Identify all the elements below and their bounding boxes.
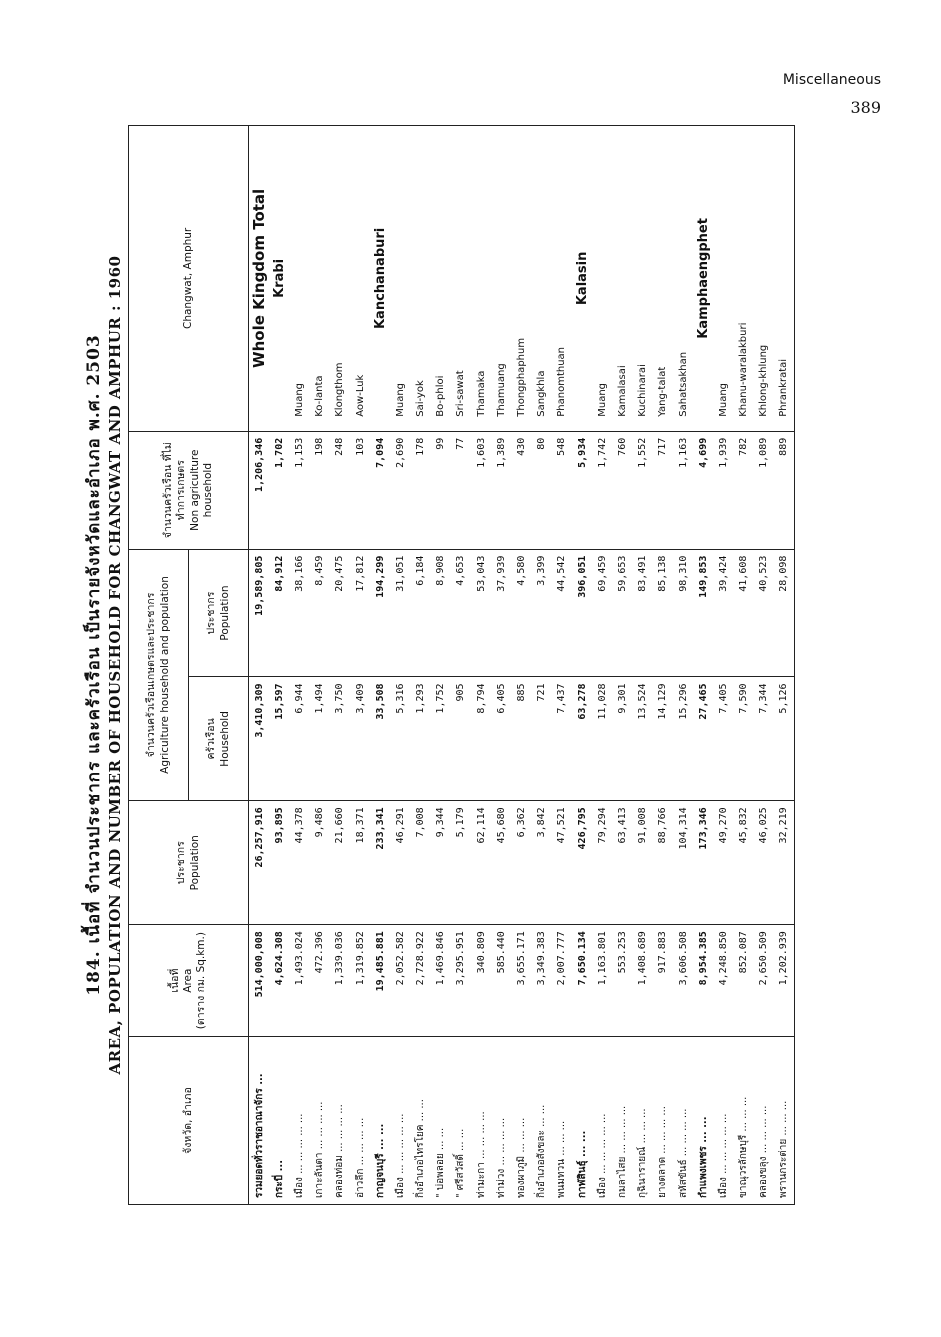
cell-th: กาฬสินธุ์ ... ... — [572, 1037, 592, 1205]
cell-th: กมลาไสย ... ... ... ... — [612, 1037, 632, 1205]
cell-pop: 46,291 — [390, 801, 410, 925]
table-row — [673, 126, 693, 1205]
cell-hh: 13,524 — [633, 677, 653, 801]
cell-apop: 84,912 — [269, 549, 289, 677]
col-header-agriculture — [129, 549, 189, 801]
cell-apop: 39,424 — [713, 549, 733, 677]
cell-en: Khanu-waralakburi — [734, 126, 754, 432]
cell-pop: 26,257,916 — [249, 801, 270, 925]
cell-pop: 104,314 — [673, 801, 693, 925]
cell-nonagri: 717 — [653, 431, 673, 549]
table-row — [572, 126, 592, 1205]
cell-hh: 3,750 — [330, 677, 350, 801]
table-row — [471, 126, 491, 1205]
cell-en: Kanchanaburi — [370, 126, 390, 432]
cell-nonagri: 1,153 — [289, 431, 309, 549]
table-row — [511, 126, 531, 1205]
cell-th: สหัสขันธ์ ... ... ... ... — [673, 1037, 693, 1205]
statistics-table — [128, 125, 795, 1205]
cell-th: เมือง ... ... ... ... ... — [390, 1037, 410, 1205]
cell-th: กุฉินารายณ์ ... ... ... — [633, 1037, 653, 1205]
cell-th: อ่าวลึก ... ... ... ... — [350, 1037, 370, 1205]
nonagri-label-thai: จำนวนครัวเรือน ที่ไม่ทำการเกษตร — [162, 442, 188, 539]
cell-nonagri: 1,603 — [471, 431, 491, 549]
cell-th: พรานกระต่าย ... ... ... — [774, 1037, 795, 1205]
cell-en: Krabi — [269, 126, 289, 432]
table-row — [370, 126, 390, 1205]
cell-th: เมือง ... ... ... ... ... — [592, 1037, 612, 1205]
cell-en: Bo-phloi — [431, 126, 451, 432]
cell-hh: 9,301 — [612, 677, 632, 801]
cell-en: Kamalasai — [612, 126, 632, 432]
cell-nonagri: 248 — [330, 431, 350, 549]
cell-pop: 49,270 — [713, 801, 733, 925]
table-row — [633, 126, 653, 1205]
cell-apop: 8,908 — [431, 549, 451, 677]
table-row — [653, 126, 673, 1205]
cell-pop: 6,362 — [511, 801, 531, 925]
cell-apop: 4,653 — [451, 549, 471, 677]
table-row — [390, 126, 410, 1205]
cell-area: 19,485.881 — [370, 925, 390, 1037]
cell-th: ท่าม่วง ... ... ... ... — [491, 1037, 511, 1205]
cell-pop: 91,008 — [633, 801, 653, 925]
table-row — [269, 126, 289, 1205]
cell-apop: 59,653 — [612, 549, 632, 677]
cell-en: Klongthom — [330, 126, 350, 432]
cell-th: คลองท่อม ... ... ... ... — [330, 1037, 350, 1205]
cell-nonagri: 889 — [774, 431, 795, 549]
col-header-household — [189, 677, 249, 801]
cell-en: Kalasin — [572, 126, 592, 432]
cell-en: Thamaka — [471, 126, 491, 432]
cell-th: เมือง ... ... ... ... ... — [289, 1037, 309, 1205]
table-row — [713, 126, 733, 1205]
cell-hh: 8,794 — [471, 677, 491, 801]
col-header-area — [129, 925, 249, 1037]
cell-nonagri: 99 — [431, 431, 451, 549]
cell-pop: 45,680 — [491, 801, 511, 925]
table-row — [491, 126, 511, 1205]
cell-en: Kuchinarai — [633, 126, 653, 432]
cell-en: Kamphaengphet — [693, 126, 713, 432]
area-label-thai: เนื้อที่ — [168, 968, 181, 993]
cell-en: Yang-talat — [653, 126, 673, 432]
cell-apop: 8,459 — [310, 549, 330, 677]
cell-apop: 396,051 — [572, 549, 592, 677]
agripop-label-thai: ประชากร — [205, 591, 218, 635]
cell-apop: 69,459 — [592, 549, 612, 677]
table-row — [612, 126, 632, 1205]
cell-apop: 37,939 — [491, 549, 511, 677]
cell-en: Phanomthuan — [552, 126, 572, 432]
cell-area: 1,319.852 — [350, 925, 370, 1037]
cell-pop: 45,832 — [734, 801, 754, 925]
table-row — [552, 126, 572, 1205]
cell-apop: 28,098 — [774, 549, 795, 677]
cell-nonagri: 760 — [612, 431, 632, 549]
cell-apop: 3,399 — [532, 549, 552, 677]
cell-pop: 233,341 — [370, 801, 390, 925]
cell-en: Thamuang — [491, 126, 511, 432]
col-header-agri-population — [189, 549, 249, 677]
table-row — [310, 126, 330, 1205]
cell-apop: 53,043 — [471, 549, 491, 677]
cell-hh: 1,494 — [310, 677, 330, 801]
cell-area: 1,339.036 — [330, 925, 350, 1037]
cell-hh: 905 — [451, 677, 471, 801]
cell-en: Muang — [390, 126, 410, 432]
table-row — [532, 126, 552, 1205]
cell-pop: 44,378 — [289, 801, 309, 925]
cell-th: " บ่อพลอย ... ... — [431, 1037, 451, 1205]
cell-area: 1,202.939 — [774, 925, 795, 1037]
cell-nonagri: 80 — [532, 431, 552, 549]
cell-nonagri: 1,089 — [754, 431, 774, 549]
cell-nonagri: 4,699 — [693, 431, 713, 549]
cell-nonagri: 103 — [350, 431, 370, 549]
cell-hh: 7,437 — [552, 677, 572, 801]
cell-en: Aow-Luk — [350, 126, 370, 432]
cell-th: " ศรีสวัสดิ์ ... ... — [451, 1037, 471, 1205]
cell-pop: 93,895 — [269, 801, 289, 925]
cell-area: 514,000,008 — [249, 925, 270, 1037]
cell-apop: 194,299 — [370, 549, 390, 677]
cell-nonagri: 548 — [552, 431, 572, 549]
cell-nonagri: 1,939 — [713, 431, 733, 549]
cell-en: Phrankratai — [774, 126, 795, 432]
cell-en: Muang — [289, 126, 309, 432]
cell-nonagri: 2,690 — [390, 431, 410, 549]
cell-pop: 32,219 — [774, 801, 795, 925]
cell-en: Whole Kingdom Total — [249, 126, 270, 432]
cell-hh: 14,129 — [653, 677, 673, 801]
cell-en: Sri-sawat — [451, 126, 471, 432]
cell-area: 4,248.850 — [713, 925, 733, 1037]
cell-hh: 63,278 — [572, 677, 592, 801]
cell-apop: 44,542 — [552, 549, 572, 677]
cell-pop: 63,413 — [612, 801, 632, 925]
cell-en: Muang — [592, 126, 612, 432]
table-title-thai: 184. เนื้อที่ จำนวนประชากร และครัวเรือน เป็นรายจังหวัดและอำเภอ พ.ศ. 2503 — [84, 334, 104, 996]
cell-nonagri: 198 — [310, 431, 330, 549]
cell-th: ท่ามะกา ... ... ... ... — [471, 1037, 491, 1205]
table-row — [451, 126, 471, 1205]
cell-en: Thongphaphum — [511, 126, 531, 432]
cell-area: 340.809 — [471, 925, 491, 1037]
cell-apop: 85,138 — [653, 549, 673, 677]
col-header-thai-name: จังหวัด, อำเภอ — [129, 1037, 249, 1205]
cell-pop: 7,008 — [411, 801, 431, 925]
cell-pop: 426,795 — [572, 801, 592, 925]
cell-area: 472.396 — [310, 925, 330, 1037]
cell-nonagri: 1,163 — [673, 431, 693, 549]
col-header-non-agriculture — [129, 431, 249, 549]
cell-nonagri: 782 — [734, 431, 754, 549]
cell-area: 2,650.509 — [754, 925, 774, 1037]
nonagri-label-en: Non agriculture household — [188, 449, 214, 531]
cell-hh: 5,316 — [390, 677, 410, 801]
table-row — [289, 126, 309, 1205]
cell-th: ทองผาภูมิ ... ... ... — [511, 1037, 531, 1205]
col-header-english-name: Changwat, Amphur — [129, 126, 249, 432]
cell-en: Ko-lanta — [310, 126, 330, 432]
col-header-population — [129, 801, 249, 925]
hh-label-thai: ครัวเรือน — [205, 718, 218, 760]
table-title-english: AREA, POPULATION AND NUMBER OF HOUSEHOLD FOR CHANGWAT AND AMPHUR : 1960 — [106, 255, 124, 1075]
cell-apop: 38,166 — [289, 549, 309, 677]
cell-hh: 3,409 — [350, 677, 370, 801]
cell-pop: 47,521 — [552, 801, 572, 925]
agripop-label-en: Population — [218, 585, 231, 641]
cell-area: 2,728.922 — [411, 925, 431, 1037]
cell-pop: 62,114 — [471, 801, 491, 925]
table-row — [693, 126, 713, 1205]
cell-pop: 88,766 — [653, 801, 673, 925]
cell-hh: 15,296 — [673, 677, 693, 801]
cell-nonagri: 5,934 — [572, 431, 592, 549]
cell-apop: 98,310 — [673, 549, 693, 677]
cell-hh: 6,405 — [491, 677, 511, 801]
cell-pop: 18,371 — [350, 801, 370, 925]
cell-en: Sai-yok — [411, 126, 431, 432]
rotated-table-block — [80, 125, 870, 1205]
table-row — [330, 126, 350, 1205]
cell-hh: 3,410,309 — [249, 677, 270, 801]
cell-area: 1,163.801 — [592, 925, 612, 1037]
cell-nonagri: 1,552 — [633, 431, 653, 549]
pop-label-thai: ประชากร — [175, 841, 188, 885]
cell-area: 3,606.508 — [673, 925, 693, 1037]
cell-area: 585.440 — [491, 925, 511, 1037]
cell-apop: 41,608 — [734, 549, 754, 677]
cell-area: 1,493.024 — [289, 925, 309, 1037]
cell-th: พนมทวน ... ... ... — [552, 1037, 572, 1205]
cell-apop: 31,051 — [390, 549, 410, 677]
table-row — [249, 126, 270, 1205]
agri-label-en: Agriculture household and population — [158, 576, 171, 774]
cell-en: Sangkhla — [532, 126, 552, 432]
cell-area: 3,349.383 — [532, 925, 552, 1037]
cell-hh: 1,293 — [411, 677, 431, 801]
cell-hh: 7,590 — [734, 677, 754, 801]
table-row — [431, 126, 451, 1205]
cell-th: รวมยอดทั่วราชอาณาจักร ... — [249, 1037, 270, 1205]
cell-apop: 6,184 — [411, 549, 431, 677]
cell-th: กาญจนบุรี ... ... — [370, 1037, 390, 1205]
cell-pop: 5,179 — [451, 801, 471, 925]
cell-area: 3,295.951 — [451, 925, 471, 1037]
cell-th: กำแพงเพชร ... ... — [693, 1037, 713, 1205]
cell-hh: 5,126 — [774, 677, 795, 801]
cell-th: เมือง ... ... ... ... ... — [713, 1037, 733, 1205]
cell-hh: 15,597 — [269, 677, 289, 801]
table-row — [774, 126, 795, 1205]
cell-nonagri: 430 — [511, 431, 531, 549]
cell-apop: 83,491 — [633, 549, 653, 677]
area-label-en: Area — [181, 968, 194, 993]
table-row — [734, 126, 754, 1205]
cell-nonagri: 1,206,346 — [249, 431, 270, 549]
cell-pop: 3,842 — [532, 801, 552, 925]
cell-area: 553.253 — [612, 925, 632, 1037]
cell-nonagri: 7,094 — [370, 431, 390, 549]
cell-nonagri: 1,742 — [592, 431, 612, 549]
cell-apop: 17,812 — [350, 549, 370, 677]
section-header: Miscellaneous — [782, 72, 881, 88]
cell-area: 8,954.385 — [693, 925, 713, 1037]
table-body — [249, 126, 795, 1205]
cell-pop: 173,346 — [693, 801, 713, 925]
cell-pop: 46,025 — [754, 801, 774, 925]
cell-en: Muang — [713, 126, 733, 432]
cell-nonagri: 178 — [411, 431, 431, 549]
cell-hh: 721 — [532, 677, 552, 801]
cell-th: กิ่งอำเภอไทรโยค ... ... — [411, 1037, 431, 1205]
cell-area: 2,007.777 — [552, 925, 572, 1037]
cell-th: กระบี่ ... — [269, 1037, 289, 1205]
cell-hh: 27,465 — [693, 677, 713, 801]
cell-area: 1,469.846 — [431, 925, 451, 1037]
cell-th: คลองขลุง ... ... ... ... — [754, 1037, 774, 1205]
cell-hh: 6,944 — [289, 677, 309, 801]
cell-nonagri: 77 — [451, 431, 471, 549]
table-row — [411, 126, 431, 1205]
cell-apop: 4,580 — [511, 549, 531, 677]
cell-en: Khlong-khlung — [754, 126, 774, 432]
cell-th: ยางตลาด ... ... ... ... — [653, 1037, 673, 1205]
table-row — [754, 126, 774, 1205]
cell-apop: 19,589,805 — [249, 549, 270, 677]
cell-area: 852.087 — [734, 925, 754, 1037]
cell-area: 7,650.134 — [572, 925, 592, 1037]
cell-apop: 20,475 — [330, 549, 350, 677]
cell-area: 4,624.308 — [269, 925, 289, 1037]
cell-hh: 33,508 — [370, 677, 390, 801]
cell-apop: 40,523 — [754, 549, 774, 677]
cell-th: เกาะลันตา ... ... ... ... — [310, 1037, 330, 1205]
cell-apop: 149,853 — [693, 549, 713, 677]
cell-area: 3,655.171 — [511, 925, 531, 1037]
cell-hh: 7,344 — [754, 677, 774, 801]
cell-area: 917.883 — [653, 925, 673, 1037]
cell-hh: 885 — [511, 677, 531, 801]
table-row — [592, 126, 612, 1205]
pop-label-en: Population — [188, 835, 201, 891]
cell-th: กิ่งอำเภอสังขละ ... ... — [532, 1037, 552, 1205]
hh-label-en: Household — [218, 711, 231, 767]
cell-hh: 7,405 — [713, 677, 733, 801]
cell-pop: 21,660 — [330, 801, 350, 925]
page-number: 389 — [850, 98, 881, 117]
cell-area: 2,052.582 — [390, 925, 410, 1037]
cell-pop: 9,486 — [310, 801, 330, 925]
table-row — [350, 126, 370, 1205]
cell-area: 1,408.689 — [633, 925, 653, 1037]
cell-nonagri: 1,702 — [269, 431, 289, 549]
agri-label-thai: จำนวนครัวเรือนเกษตรและประชากร — [145, 592, 158, 758]
cell-pop: 9,344 — [431, 801, 451, 925]
cell-th: ขาณุวรลักษบุรี ... ... ... — [734, 1037, 754, 1205]
cell-nonagri: 1,389 — [491, 431, 511, 549]
cell-pop: 79,294 — [592, 801, 612, 925]
cell-en: Sahatsakhan — [673, 126, 693, 432]
area-unit: (ตาราง กม. Sq.km.) — [195, 932, 208, 1030]
cell-hh: 1,752 — [431, 677, 451, 801]
cell-hh: 11,028 — [592, 677, 612, 801]
